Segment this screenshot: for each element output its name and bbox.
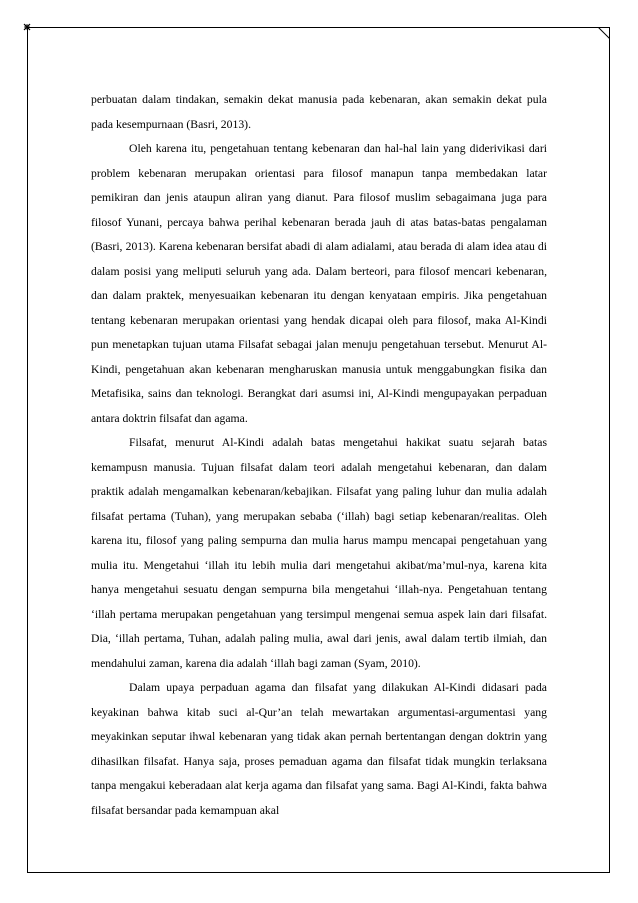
document-body [91,88,547,823]
folded-corner-icon [598,27,610,39]
paragraph-3: Filsafat, menurut Al-Kindi adalah batas mengetahui hakikat suatu sejarah batas kemampusn manusia. Tujuan filsafat dalam teori adalah mengetahui kebenaran, dan dalam praktik adalah mengamalkan kebenaran/kebajikan. Filsafat yang paling luhur dan mulia adalah filsafat pertama (Tuhan), yang merupakan sebaba (‘illah) bagi setiap kebenaran/realitas. Oleh karena itu, filosof yang paling sempurna dan mulia harus mampu mencapai pengetahuan yang mulia itu. Mengetahui ‘illah itu lebih mulia dari mengetahui akibat/ma’mul-nya, karena kita hanya mengetahui sesuatu dengan sempurna bila mengetahui ‘illah-nya. Pengetahuan tentang ‘illah pertama merupakan pengetahuan yang tersimpul mengenai semua aspek lain dari filsafat. Dia, ‘illah pertama, Tuhan, adalah paling mulia, awal dari jenis, awal dalam tertib ilmiah, dan mendahului zaman, karena dia adalah ‘illah bagi zaman (Syam, 2010). [91,436,547,670]
paragraph-2: Oleh karena itu, pengetahuan tentang kebenaran dan hal-hal lain yang diderivikasi dari problem kebenaran merupakan orientasi para filosof manapun tanpa membedakan latar pemikiran dan jenis ataupun aliran yang dianut. Para filosof muslim sebagaimana juga para filosof Yunani, percaya bahwa perihal kebenaran berada jauh di atas batas-batas pengalaman (Basri, 2013). Karena kebenaran bersifat abadi di alam adialami, atau berada di alam idea atau di dalam posisi yang meliputi seluruh yang ada. Dalam berteori, para filosof mencari kebenaran, dan dalam praktek, menyesuaikan kebenaran itu dengan kenyataan empiris. Jika pengetahuan tentang kebenaran merupakan orientasi yang hendak dicapai oleh para filosof, maka Al-Kindi pun menetapkan tujuan utama Filsafat sebagai jalan menuju pengetahuan tersebut. Menurut Al-Kindi, pengetahuan akan kebenaran mengharuskan manusia untuk menggabungkan fisika dan Metafisika, sains dan teknologi. Berangkat dari asumsi ini, Al-Kindi mengupayakan perpaduan antara doktrin filsafat dan agama. [91,142,547,425]
paragraph-4: Dalam upaya perpaduan agama dan filsafat yang dilakukan Al-Kindi didasari pada keyakinan bahwa kitab suci al-Qur’an telah mewartakan argumentasi-argumentasi yang meyakinkan seputar ihwal kebenaran yang tidak akan pernah bertentangan dengan doktrin yang dihasilkan filsafat. Hanya saja, proses pemaduan agama dan filsafat tidak mungkin terlaksana tanpa mengakui keberadaan alat kerja agama dan filsafat yang sama. Bagi Al-Kindi, fakta bahwa filsafat bersandar pada kemampuan akal [91,681,547,817]
paragraph-1: perbuatan dalam tindakan, semakin dekat manusia pada kebenaran, akan semakin dekat pula pada kesempurnaan (Basri, 2013). [91,93,547,131]
corner-marker-icon [22,22,32,32]
